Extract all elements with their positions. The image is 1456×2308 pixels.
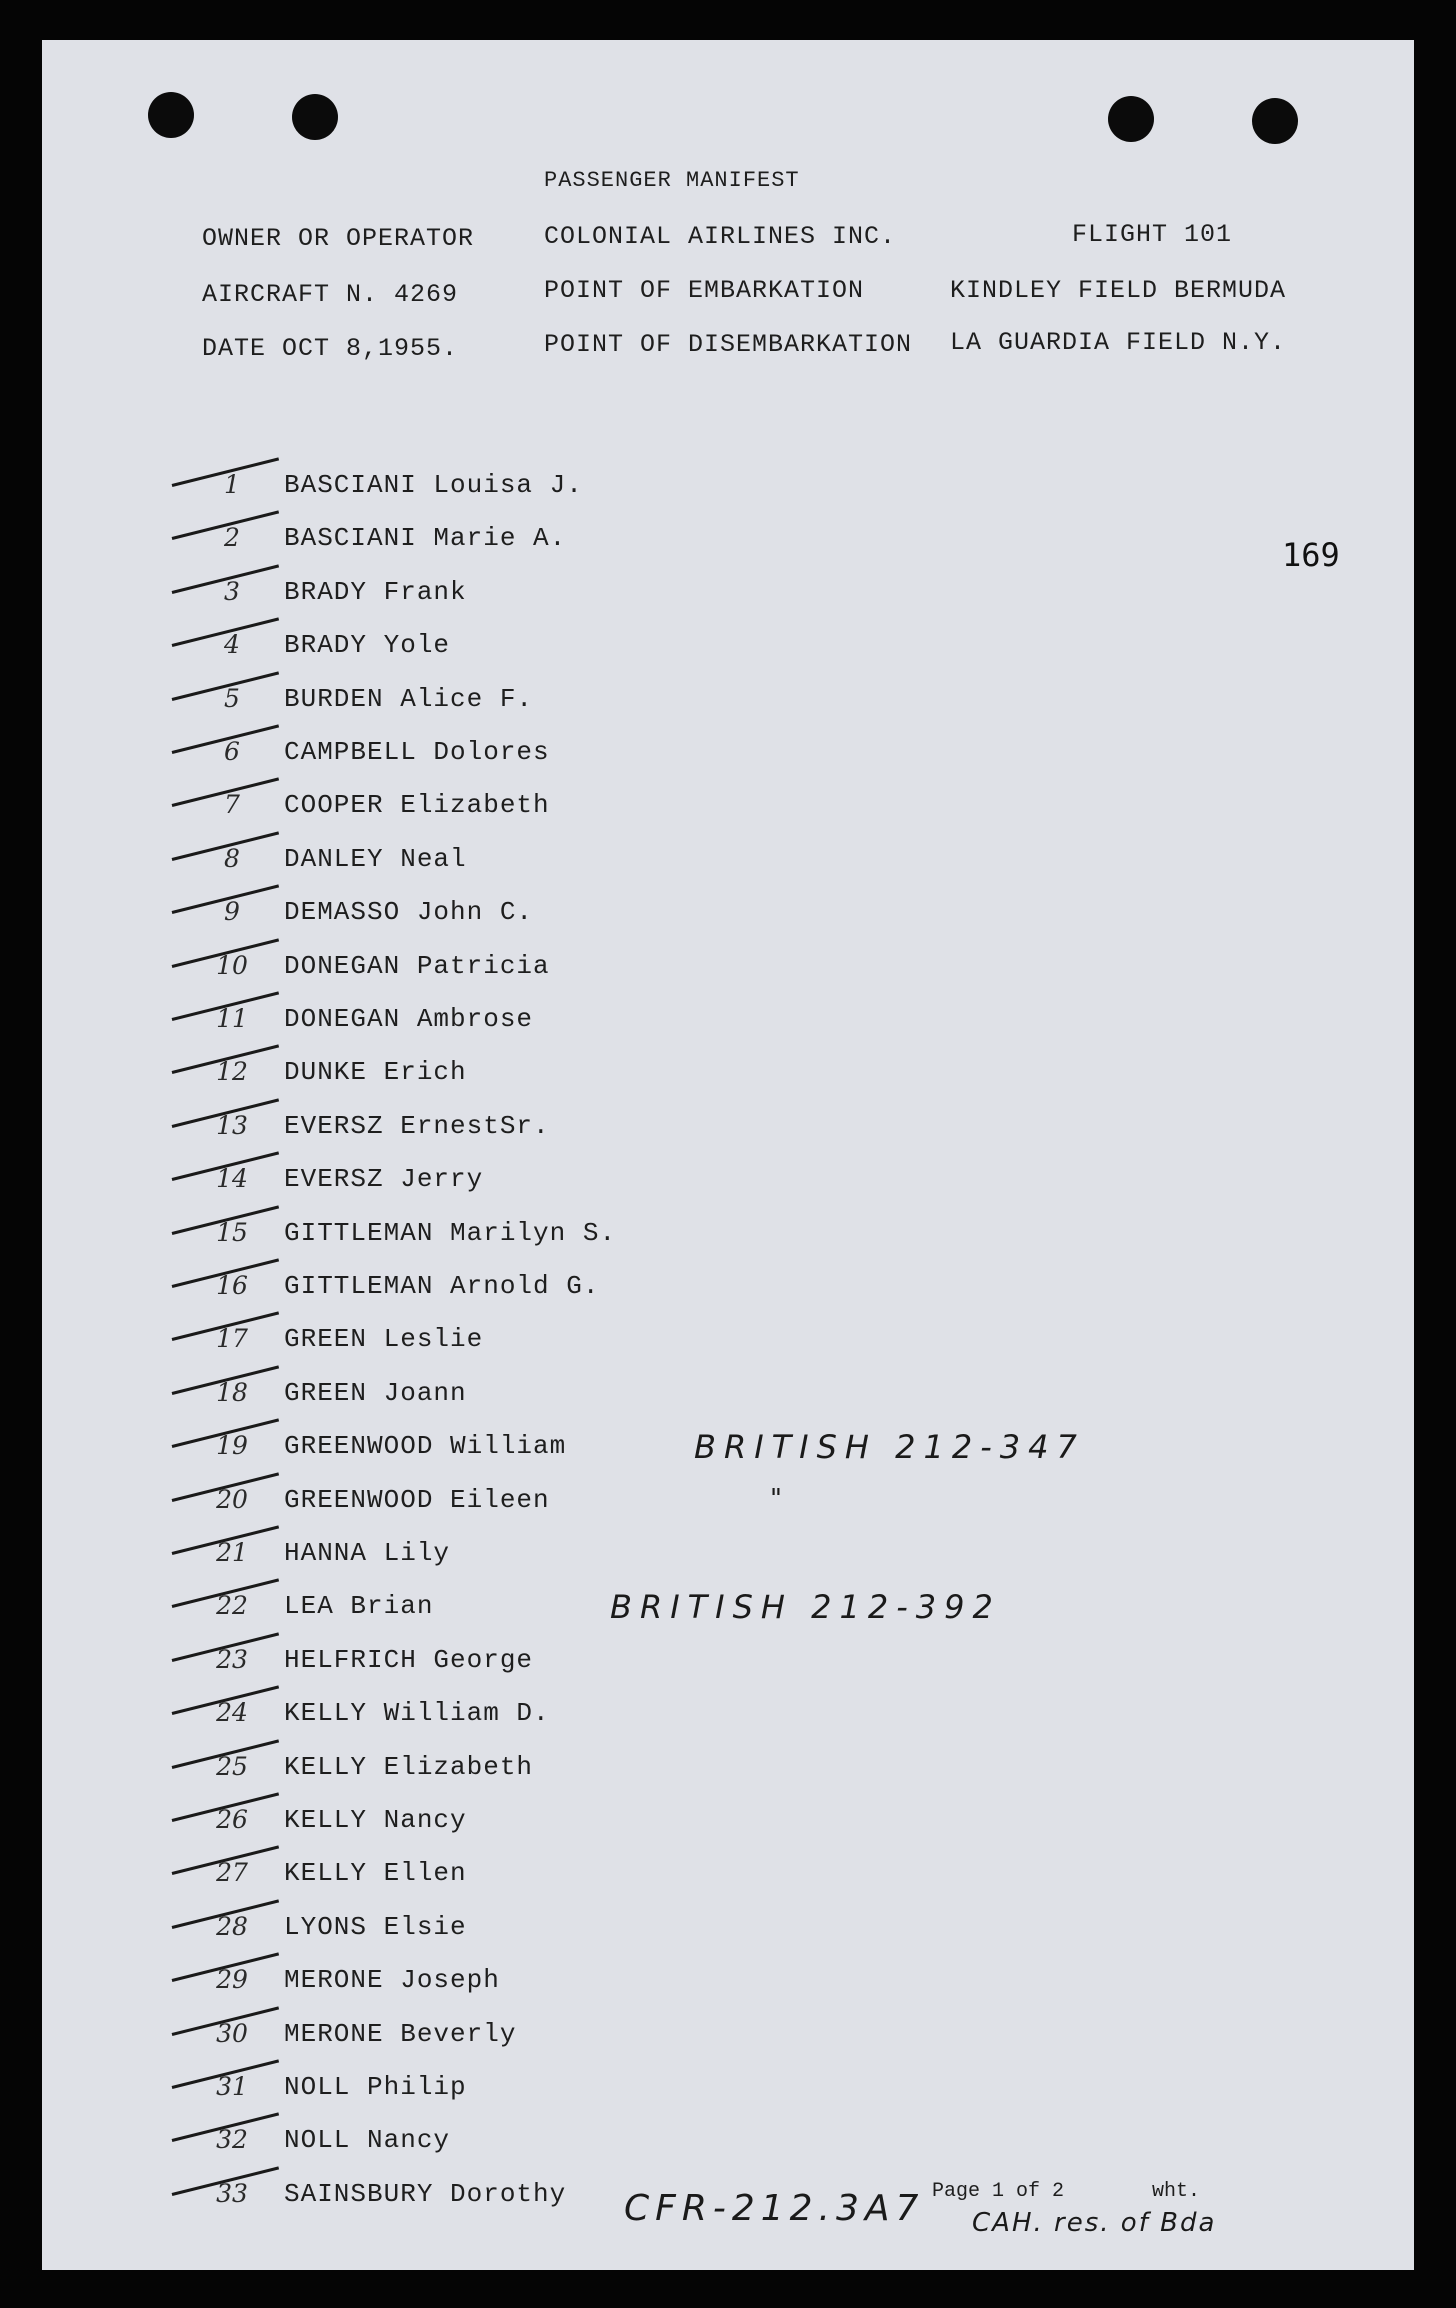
- passenger-number: 18: [216, 1377, 248, 1407]
- passenger-row: [42, 2123, 1414, 2173]
- passenger-row: [42, 2070, 1414, 2120]
- passenger-name: BRADY Yole: [284, 630, 451, 661]
- annotation-greenwood-eileen: ": [770, 1484, 790, 1514]
- passenger-number: 16: [216, 1271, 248, 1300]
- passenger-name: KELLY Nancy: [284, 1805, 467, 1835]
- passenger-row: [42, 575, 1414, 625]
- passenger-row: [42, 788, 1414, 838]
- passenger-row: [42, 895, 1414, 945]
- passenger-row: [42, 1536, 1414, 1586]
- passenger-number: 19: [216, 1431, 248, 1461]
- passenger-row: [42, 1322, 1414, 1372]
- passenger-name: DUNKE Erich: [284, 1057, 467, 1088]
- wht-note: wht.: [1152, 2180, 1201, 2203]
- passenger-number: 12: [216, 1057, 248, 1087]
- passenger-name: EVERSZ ErnestSr.: [284, 1110, 550, 1141]
- passenger-name: NOLL Philip: [284, 2072, 467, 2102]
- passenger-number: 30: [216, 2018, 248, 2048]
- manifest-sheet: [42, 40, 1414, 2270]
- passenger-name: HANNA Lily: [284, 1538, 451, 1568]
- annotation-sainsbury: CFR-212.3A7: [624, 2188, 925, 2229]
- passenger-row: [42, 1162, 1414, 1212]
- passenger-row: [42, 1269, 1414, 1319]
- passenger-number: 5: [224, 683, 240, 713]
- punch-hole: [292, 94, 338, 140]
- passenger-row: [42, 1750, 1414, 1800]
- passenger-name: LEA Brian: [284, 1591, 434, 1622]
- flight-date: DATE OCT 8,1955.: [202, 334, 459, 363]
- annotation-greenwood-william: BRITISH 212-347: [694, 1428, 1085, 1466]
- passenger-row: [42, 1803, 1414, 1853]
- cah-note: CAH. res. of Bda: [972, 2208, 1217, 2238]
- page-of-label: Page 1 of 2: [932, 2180, 1065, 2203]
- passenger-number: 20: [216, 1484, 248, 1514]
- passenger-row: [42, 628, 1414, 678]
- passenger-name: BASCIANI Louisa J.: [284, 470, 583, 500]
- passenger-name: GITTLEMAN Arnold G.: [284, 1271, 600, 1301]
- passenger-name: KELLY William D.: [284, 1698, 550, 1729]
- passenger-row: [42, 1910, 1414, 1960]
- passenger-number: 29: [216, 1965, 248, 1995]
- passenger-row: [42, 682, 1414, 732]
- passenger-name: NOLL Nancy: [284, 2125, 451, 2156]
- passenger-row: [42, 1643, 1414, 1693]
- passenger-row: [42, 1216, 1414, 1266]
- passenger-name: DEMASSO John C.: [284, 897, 534, 928]
- passenger-row: [42, 1055, 1414, 1105]
- flight-number: FLIGHT 101: [1072, 220, 1233, 249]
- passenger-number: 3: [224, 576, 240, 606]
- passenger-name: CAMPBELL Dolores: [284, 737, 550, 767]
- passenger-name: KELLY Ellen: [284, 1858, 467, 1889]
- passenger-name: MERONE Joseph: [284, 1965, 500, 1996]
- passenger-number: 31: [216, 2072, 248, 2101]
- passenger-name: BASCIANI Marie A.: [284, 523, 567, 554]
- passenger-name: BRADY Frank: [284, 576, 467, 607]
- passenger-name: GREEN Leslie: [284, 1324, 484, 1355]
- passenger-row: [42, 949, 1414, 999]
- passenger-row: [42, 1109, 1414, 1159]
- passenger-number: 17: [216, 1324, 248, 1354]
- disembarkation-label: POINT OF DISEMBARKATION: [544, 330, 913, 359]
- passenger-row: [42, 1963, 1414, 2013]
- passenger-name: HELFRICH George: [284, 1644, 534, 1675]
- passenger-row: [42, 735, 1414, 785]
- owner-value: COLONIAL AIRLINES INC.: [544, 222, 897, 251]
- passenger-number: 7: [224, 790, 240, 820]
- embarkation-label: POINT OF EMBARKATION: [544, 276, 865, 305]
- passenger-name: LYONS Elsie: [284, 1911, 467, 1942]
- passenger-number: 27: [216, 1858, 248, 1888]
- owner-label: OWNER OR OPERATOR: [202, 224, 475, 253]
- passenger-name: DONEGAN Patricia: [284, 950, 550, 981]
- passenger-number: 28: [216, 1911, 248, 1941]
- passenger-row: [42, 1856, 1414, 1906]
- passenger-number: 2: [224, 523, 240, 553]
- passenger-row: [42, 2017, 1414, 2067]
- passenger-name: GREENWOOD William: [284, 1431, 567, 1462]
- passenger-number: 21: [216, 1538, 248, 1567]
- passenger-number: 26: [216, 1805, 248, 1834]
- passenger-name: DONEGAN Ambrose: [284, 1004, 534, 1034]
- punch-hole: [148, 92, 194, 138]
- passenger-number: 11: [216, 1004, 248, 1033]
- passenger-row: [42, 1483, 1414, 1533]
- passenger-number: 8: [224, 843, 240, 873]
- passenger-number: 9: [224, 897, 240, 927]
- passenger-name: BURDEN Alice F.: [284, 683, 534, 714]
- passenger-number: 6: [224, 737, 240, 766]
- page-number: 169: [1282, 536, 1340, 574]
- embarkation-value: KINDLEY FIELD BERMUDA: [950, 276, 1287, 305]
- passenger-number: 4: [224, 630, 240, 660]
- annotation-lea-brian: BRITISH 212-392: [610, 1588, 1001, 1626]
- passenger-row: [42, 1696, 1414, 1746]
- passenger-number: 23: [216, 1644, 248, 1674]
- passenger-row: [42, 1002, 1414, 1052]
- disembarkation-value: LA GUARDIA FIELD N.Y.: [950, 328, 1287, 357]
- passenger-name: GREEN Joann: [284, 1377, 467, 1408]
- passenger-name: KELLY Elizabeth: [284, 1751, 534, 1782]
- passenger-row: [42, 521, 1414, 571]
- passenger-name: EVERSZ Jerry: [284, 1164, 484, 1195]
- passenger-row: [42, 1376, 1414, 1426]
- passenger-number: 15: [216, 1217, 248, 1247]
- passenger-number: 13: [216, 1110, 248, 1140]
- passenger-number: 33: [216, 2178, 248, 2208]
- passenger-name: COOPER Elizabeth: [284, 790, 550, 821]
- passenger-name: DANLEY Neal: [284, 843, 467, 874]
- passenger-number: 14: [216, 1164, 248, 1194]
- passenger-number: 24: [216, 1698, 248, 1728]
- passenger-row: [42, 468, 1414, 518]
- passenger-row: [42, 842, 1414, 892]
- passenger-number: 32: [216, 2125, 248, 2155]
- aircraft-number: AIRCRAFT N. 4269: [202, 280, 459, 309]
- punch-hole: [1108, 96, 1154, 142]
- passenger-name: SAINSBURY Dorothy: [284, 2178, 567, 2209]
- passenger-name: MERONE Beverly: [284, 2018, 517, 2049]
- manifest-title: PASSENGER MANIFEST: [544, 168, 800, 193]
- passenger-number: 22: [216, 1591, 248, 1621]
- punch-hole: [1252, 98, 1298, 144]
- passenger-number: 10: [216, 950, 248, 980]
- passenger-number: 1: [224, 470, 240, 499]
- passenger-name: GREENWOOD Eileen: [284, 1484, 550, 1515]
- passenger-name: GITTLEMAN Marilyn S.: [284, 1217, 617, 1248]
- passenger-number: 25: [216, 1751, 248, 1781]
